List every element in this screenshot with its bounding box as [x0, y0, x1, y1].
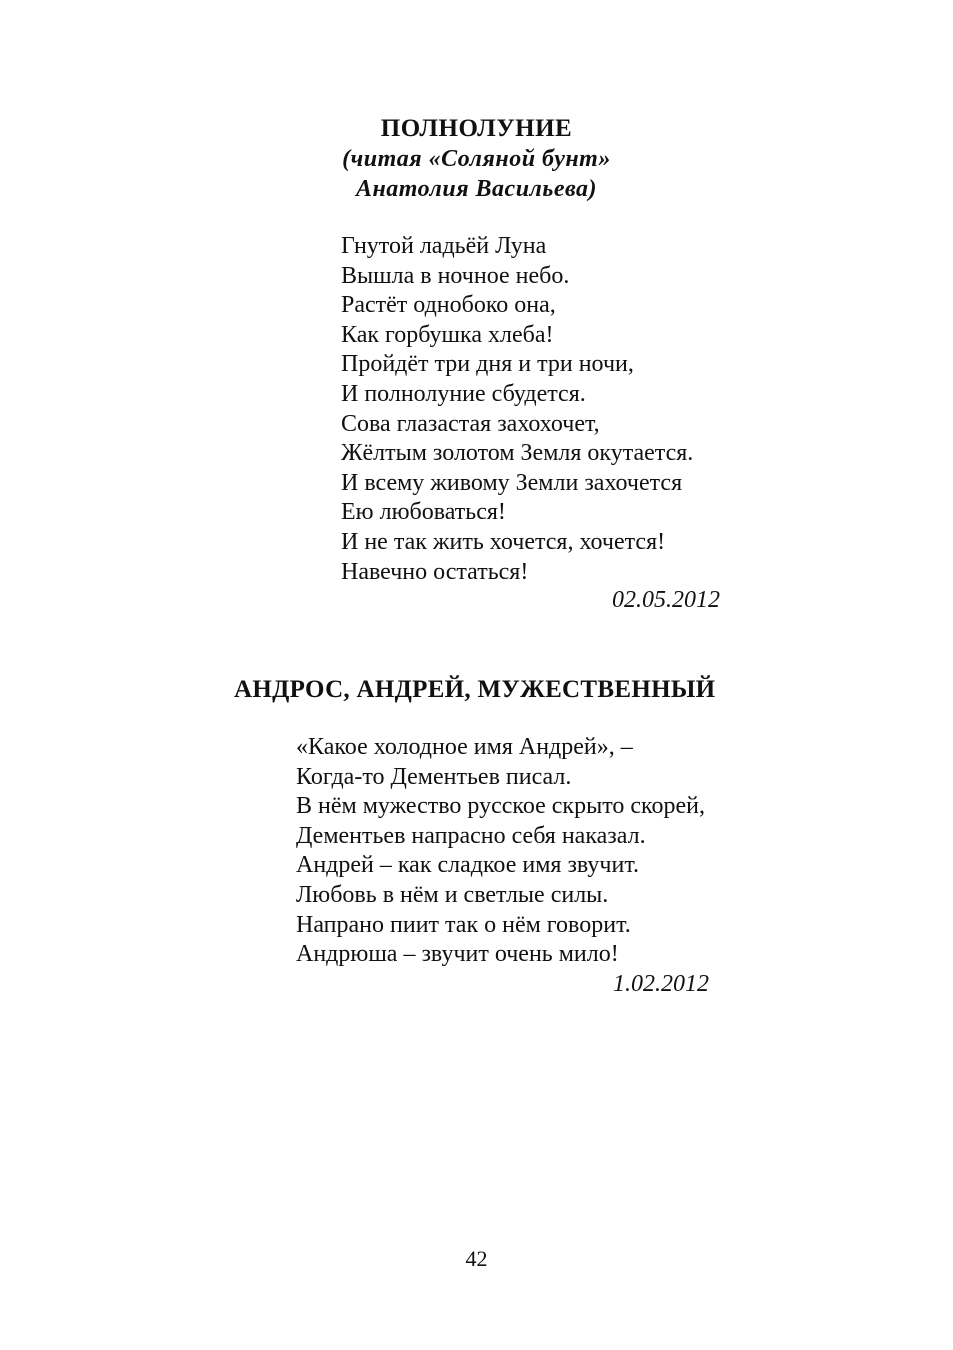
poem1-date: 02.05.2012: [612, 587, 720, 613]
poem-line: Растёт однобоко она,: [341, 292, 556, 319]
poem-line: И всему живому Земли захочется: [341, 469, 683, 496]
page-number: 42: [465, 1246, 488, 1271]
poem1-title: ПОЛНОЛУНИЕ: [380, 115, 573, 142]
poem-line: Напрано пиит так о нём говорит.: [296, 911, 631, 938]
poem-line: Жёлтым золотом Земля окутается.: [341, 440, 694, 467]
poem-line: Как горбушка хлеба!: [341, 321, 554, 348]
poem-line: И не так жить хочется, хочется!: [341, 528, 666, 555]
poem1-stanza: [341, 232, 693, 587]
poem-line: И полнолуние сбудется.: [341, 380, 586, 407]
poem-line: Андрюша – звучит очень мило!: [296, 941, 619, 968]
poem-line: Андрей – как сладкое имя звучит.: [296, 852, 640, 879]
poem-line: Сова глазастая захохочет,: [341, 410, 600, 437]
poem-line: Дементьев напрасно себя наказал.: [296, 822, 646, 849]
poem2-date: 1.02.2012: [613, 971, 709, 997]
poem-line: Навечно остаться!: [341, 558, 529, 585]
poem2-title: АНДРОС, АНДРЕЙ, МУЖЕСТВЕННЫЙ: [234, 676, 716, 703]
poem-line: Ею любоваться!: [341, 499, 506, 526]
poem-line: Пройдёт три дня и три ночи,: [341, 351, 634, 378]
poem-line: Любовь в нём и светлые силы.: [296, 881, 609, 908]
poem-line: Гнутой ладьёй Луна: [341, 233, 547, 259]
poem-line: «Какое холодное имя Андрей», –: [296, 734, 633, 760]
poem1-subtitle-line-2: Анатолия Васильева): [355, 176, 598, 202]
poem1-subtitle-line-1: (читая «Соляной бунт»: [342, 146, 611, 172]
poem-line: Вышла в ночное небо.: [341, 262, 570, 289]
poem1-title-block: [0, 114, 953, 204]
poem-line: Когда-то Дементьев писал.: [296, 763, 572, 790]
poem-line: В нём мужество русское скрыто скорей,: [296, 793, 705, 820]
poem2-stanza: [296, 733, 705, 970]
